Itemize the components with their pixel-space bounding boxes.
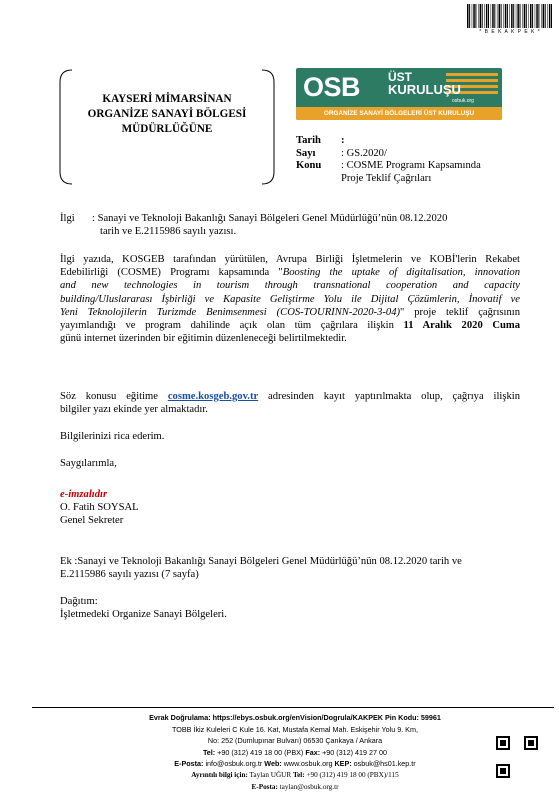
text-span: Söz konusu eğitime (60, 391, 168, 402)
logo-web-text: osbuk.org (452, 98, 474, 104)
event-date: 11 Aralık 2020 Cuma (403, 320, 520, 332)
web-value[interactable]: www.osbuk.org (281, 759, 335, 769)
fax-value: +90 (312) 419 27 00 (320, 747, 388, 757)
text-line (60, 306, 520, 319)
text-span: Edebilirliği (COSME) Programı kapsamında " (60, 267, 283, 279)
footer-detail-line (80, 770, 510, 782)
sayi-label: Sayı (296, 147, 316, 159)
distribution-value: İşletmedeki Organize Sanayi Bölgeleri. (60, 609, 227, 621)
signer-title: Genel Sekreter (60, 515, 124, 527)
text-line (60, 266, 520, 279)
footer-divider (32, 707, 554, 708)
qr-code-image (496, 736, 538, 778)
footer-phone-line (80, 747, 510, 759)
e-signature-label: e-imzalıdır (60, 489, 108, 500)
text-line: Ek :Sanayi ve Teknoloji Bakanlığı Sanayi Bölgeleri Genel Müdürlüğü’nün 08.12.2020 tarih ve (60, 556, 462, 567)
text-span: adresinden kayıt yaptırılmakta olup, çağrıya ilişkin (258, 391, 521, 402)
reference-block (60, 212, 520, 240)
web-label: Web: (264, 759, 282, 769)
address-line: MÜDÜRLÜĞÜNE (121, 123, 213, 135)
barcode-caption: * B E K A K P E K * (479, 29, 541, 35)
text-line: günü internet üzerinden bir eğitimin düzenleneceği belirtilmektedir. (60, 333, 347, 345)
logo-ust-text: ÜST (388, 70, 412, 84)
footer-mail-line (80, 782, 510, 794)
distribution-block (60, 595, 227, 621)
contact-mail-label: E-Posta: (251, 782, 278, 791)
project-title-italic: Yeni Teknolojilerin Turizmde Benimsenmesi (COS-TOURINN-2020-3-04) (60, 306, 401, 318)
attachment-note (60, 555, 520, 581)
logo-subtitle: ORGANİZE SANAYİ BÖLGELERİ ÜST KURULUŞU (296, 107, 502, 120)
closing-info: Bilgilerinizi rica ederim. (60, 431, 165, 442)
contact-name: Taylan UĞUR (247, 770, 293, 779)
recipient-address (62, 92, 272, 137)
sayi-value: : GS.2020/ (341, 147, 387, 159)
fax-label: Fax: (305, 747, 321, 757)
body-paragraph-1 (60, 253, 520, 345)
ilgi-text: : Sanayi ve Teknoloji Bakanlığı Sanayi Bölgeleri Genel Müdürlüğü’nün 08.12.2020 (92, 213, 448, 224)
kep-label: KEP: (334, 759, 352, 769)
tel-value: +90 (312) 419 18 00 (PBX) (215, 747, 306, 757)
osbuk-logo (296, 68, 502, 120)
ilgi-label: İlgi (60, 213, 75, 224)
project-title-italic: and new technologies in tourism through transnational cooperation and capacity (60, 280, 520, 292)
text-line (60, 390, 520, 403)
tel-label: Tel: (202, 747, 216, 757)
contact-tel-label: Tel: (292, 770, 305, 779)
address-line: KAYSERİ MİMARSİNAN (102, 93, 232, 105)
eposta-label: E-Posta: (174, 759, 204, 769)
text-line: bilgiler yazı ekinde yer almaktadır. (60, 404, 208, 416)
contact-mail[interactable]: taylan@osbuk.org.tr (277, 782, 339, 791)
text-span: yayımlandığı ve program dahilinde açık olan tüm çağrılara ilişkin (60, 320, 404, 332)
footer-contact-line (80, 758, 510, 770)
footer-address: TOBB İkiz Kuleleri C Kule 16. Kat, Mustafa Kemal Mah. Eskişehir Yolu 9. Km, (172, 724, 418, 734)
kep-value: osbuk@hs01.kep.tr (351, 759, 416, 769)
tarih-label: Tarih (296, 135, 321, 146)
barcode-image (466, 4, 554, 28)
text-line (60, 293, 520, 306)
signer-name: O. Fatih SOYSAL (60, 502, 139, 514)
footer-address: No: 252 (Dumlupınar Bulvarı) 06530 Çankaya / Ankara (207, 736, 383, 746)
konu-value: : COSME Programı Kapsamında (341, 160, 481, 171)
footer (80, 712, 510, 793)
konu-label: Konu (296, 160, 322, 171)
distribution-label: Dağıtım: (60, 596, 98, 607)
project-title-italic: Boosting the uptake of digitalisation, innovation (282, 267, 520, 279)
tarih-value: : (341, 135, 345, 146)
text-line (60, 319, 520, 332)
project-title-italic: building/Uluslararası İşbirliği ve Kapasite Geliştirme Yolu ile Dijital Çözümlerin, İnovatif ve (60, 293, 520, 305)
ilgi-text-cont: tarih ve E.2115986 sayılı yazısı. (100, 226, 237, 238)
contact-tel: +90 (312) 419 18 00 (PBX)/115 (304, 770, 399, 779)
eposta-value[interactable]: info@osbuk.org.tr (203, 759, 265, 769)
contact-label: Ayrıntılı bilgi için: (191, 770, 248, 779)
logo-kurulusu-text: KURULUŞU (388, 82, 461, 97)
signature-block (60, 488, 139, 528)
body-paragraph-2 (60, 390, 520, 416)
closing-regards: Saygılarımla, (60, 458, 117, 469)
text-span: " proje teklif çağrısının (400, 306, 520, 318)
logo-osb-text: OSB (303, 72, 361, 102)
verification-line: Evrak Doğrulama: https://ebys.osbuk.org/enVision/Dogrula/KAKPEK Pin Kodu: 59961 (149, 713, 441, 722)
text-line: İlgi yazıda, KOSGEB tarafından yürütülen, Avrupa Birliği İşletmelerin ve KOBİ'lerin Rekabet (60, 254, 520, 265)
cosme-link[interactable]: cosme.kosgeb.gov.tr (167, 391, 259, 402)
text-line (60, 279, 520, 292)
address-line: ORGANİZE SANAYİ BÖLGESİ (87, 108, 247, 120)
text-line: E.2115986 sayılı yazısı (7 sayfa) (60, 569, 199, 581)
konu-value-cont: Proje Teklif Çağrıları (341, 172, 432, 184)
